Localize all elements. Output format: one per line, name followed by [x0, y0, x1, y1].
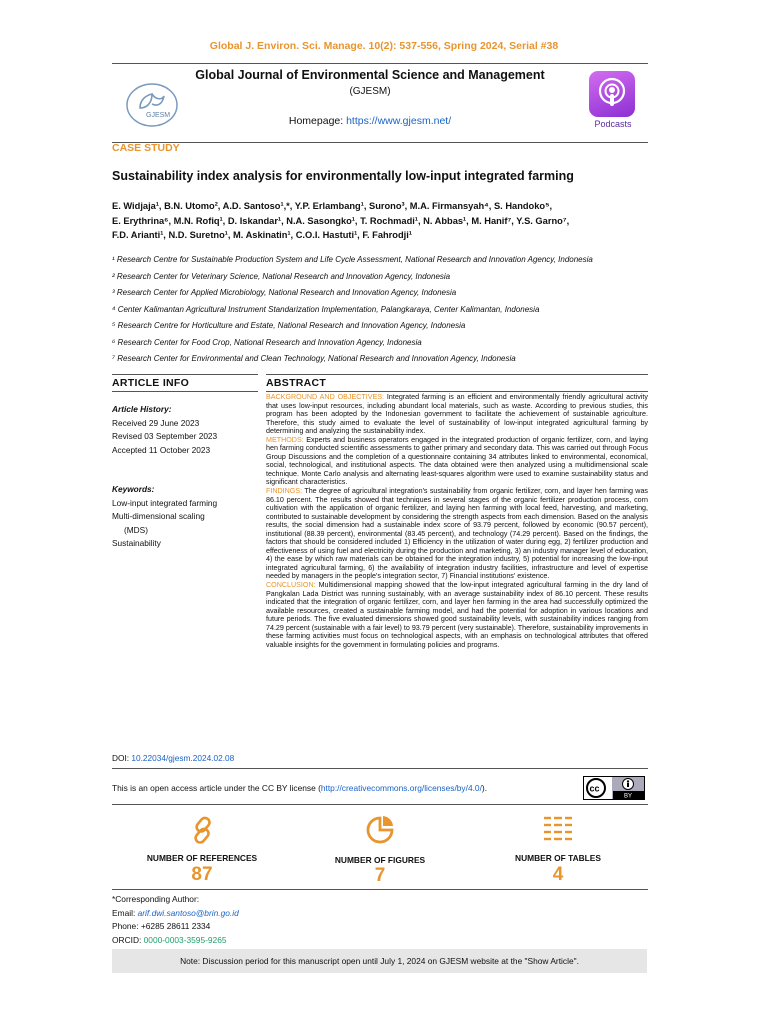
- abstract-heading: ABSTRACT: [266, 377, 327, 389]
- keywords-label: Keywords:: [112, 484, 155, 494]
- author-list: [112, 199, 656, 243]
- journal-abbreviation: (GJESM): [349, 86, 391, 97]
- affiliation: ³ Research Center for Applied Microbiology, National Research and Innovation Agency, Indonesia: [112, 288, 457, 297]
- affiliation-list: [112, 252, 656, 368]
- references-count: 87: [191, 864, 213, 885]
- podcast-label: Podcasts: [594, 119, 632, 129]
- accepted-date: Accepted 11 October 2023: [112, 444, 211, 455]
- license-link[interactable]: http://creativecommons.org/licenses/by/4.0/: [320, 783, 482, 793]
- doi-line: [112, 753, 234, 763]
- divider: [112, 889, 648, 890]
- journal-logo-icon: [122, 80, 182, 132]
- abstract-body: [266, 393, 648, 649]
- abstract-findings: The degree of agricultural integration's sustainability from organic fertilizer, corn, and layer hen farming was 86.10 percent. The results showed that techniques in several stages of the organic fertilizer production process, corn cultivation with the application of organic fertilizer, and laying hen farming with local feed, harvesting, and marketing, contributed to sustainable development by considering the strength aspects from each dimension. Based on the analysis results, the social dimension had a sustainable index score of 93.79 percent, followed by economic (90.57 percent), institutional (88.39 percent), environmental (83.45 percent), and technology (74.29 percent). Based on the findings, the factors that should be considered included 1) Efficiency in the utilization of water during egg, 2) fertilizer production and effectiveness of using fuel and electricity during the production and marketing, 3) an industry manager level of education, 4) the ease by which raw materials can be obtained for the integration industry, 5) potential for increasing the low-input integrated agricultural farming, 6) the availability of integration industry facilities, infrastructure and level of expertise needed by managers in the people's integration sector, 7) Financial institutions' existence.: [266, 487, 648, 581]
- abstract-background: Integrated farming is an efficient and environmentally friendly agricultural activity that uses low-input resources, including abundant local materials, such as waste. According to previous studies, this program has been adopted by the Indonesian government to facilitate the achievement of sustainable agriculture. Therefore, this study aimed to evaluate the level of sustainability of low-input integrated agricultural farming by determining and analyzing the sustainability index.: [266, 393, 648, 436]
- phone-line: Phone: +6285 28611 2334: [112, 921, 211, 932]
- email-label: Email:: [112, 907, 138, 918]
- orcid-label: ORCID:: [112, 934, 144, 945]
- received-date: Received 29 June 2023: [112, 417, 200, 428]
- keyword: (MDS): [124, 524, 148, 535]
- abstract-conclusion: Multidimensional mapping showed that the low-input integrated agricultural farming in the dry land of Pangkalan Lada District was running sustainably, with an average sustainability index of 86.10 percent. These results indicated that the integration of organic fertilizer, corn, and layer hen farming in the area had successfully optimized the available resources, created a sustainable farming model, and had the potential for adoption in various locations and future periods. The five evaluated dimensions showed good sustainability levels, with sustainability indices ranging from 74.29 percent (sustainable with a fair level) to 93.79 percent (very sustainable). Therefore, sustainability improvements in these farming activities must focus on technological aspects, with an emphasis on technological attributes that offered valuable insights for the government in formulating policies and programs.: [266, 581, 648, 649]
- divider: [112, 768, 648, 769]
- paper-title: Sustainability index analysis for environmentally low-input integrated farming: [112, 169, 574, 183]
- table-icon: [543, 815, 573, 843]
- figures-label: NUMBER OF FIGURES: [334, 855, 426, 865]
- article-type: CASE STUDY: [112, 142, 180, 154]
- author-line: E. Widjaja¹, B.N. Utomo², A.D. Santoso¹,*, Y.P. Erlambang¹, Surono³, M.A. Firmansyah⁴, S. Handoko⁵,: [112, 201, 553, 211]
- divider: [112, 391, 258, 392]
- divider: [112, 804, 648, 805]
- svg-text:BY: BY: [624, 793, 633, 800]
- divider: [266, 391, 648, 392]
- affiliation: ⁶ Research Center for Food Crop, National Research and Innovation Agency, Indonesia: [112, 337, 422, 347]
- affiliation: ⁵ Research Centre for Horticulture and Estate, National Research and Innovation Agency, Indonesia: [112, 321, 466, 330]
- affiliation: ⁷ Research Center for Environmental and Clean Technology, National Research and Innovation Agency, Indonesia: [112, 354, 516, 363]
- keyword: Multi-dimensional scaling: [112, 511, 205, 521]
- podcast-icon: [589, 71, 635, 117]
- cc-by-badge-icon[interactable]: [583, 776, 645, 800]
- corresponding-author: [112, 893, 239, 947]
- abstract-section-key: CONCLUSION:: [266, 581, 316, 590]
- keyword: Sustainability: [112, 538, 161, 548]
- divider: [112, 374, 258, 375]
- tables-label: NUMBER OF TABLES: [515, 853, 601, 863]
- affiliation: ² Research Center for Veterinary Science, National Research and Innovation Agency, Indonesia: [112, 271, 451, 281]
- journal-title: Global Journal of Environmental Science and Management: [195, 68, 545, 82]
- figures-count: 7: [374, 865, 386, 886]
- homepage-link[interactable]: https://www.gjesm.net/: [346, 115, 452, 127]
- homepage-label: Homepage:: [288, 115, 347, 127]
- abstract-methods: Experts and business operators engaged in the integrated production of organic fertilizer, corn, and laying hen farming conducted scientific assessments to gather primary and secondary data. This was carried out through Focus Group Discussions and the completion of a questionnaire containing 34 attributes linked to environmental, economical, social, technological, and institutional aspects. The data obtained were then analyzed using a multidimensional scale technique. Monte Carlo analysis and alternating least-squares algorithm were used to examine sustainability status and significant characteristics.: [266, 435, 648, 487]
- email-line: [112, 907, 239, 921]
- doi-link[interactable]: 10.22034/gjesm.2024.02.08: [131, 753, 235, 763]
- logo-text: GJESM: [146, 112, 171, 119]
- homepage-line: [190, 115, 550, 127]
- author-line: F.D. Arianti¹, N.D. Suretno¹, M. Askinatin¹, C.O.I. Hastuti¹, F. Fahrodji¹: [112, 230, 412, 240]
- references-label: NUMBER OF REFERENCES: [146, 853, 258, 863]
- discussion-note: Note: Discussion period for this manuscript open until July 1, 2024 on GJESM website at the "Show Article".: [112, 949, 647, 973]
- svg-text:cc: cc: [589, 783, 600, 794]
- abstract-section-key: METHODS:: [266, 435, 304, 444]
- orcid-line: [112, 934, 239, 948]
- link-icon: [189, 814, 217, 846]
- article-info: [112, 403, 258, 551]
- tables-count: 4: [552, 864, 564, 885]
- affiliation: ¹ Research Centre for Sustainable Production System and Life Cycle Assessment, National Research and Innovation Agency, Indonesia: [112, 255, 593, 264]
- keyword: Low-input integrated farming: [112, 497, 218, 508]
- history-label: Article History:: [112, 404, 172, 414]
- corresponding-label: *Corresponding Author:: [112, 894, 200, 904]
- revised-date: Revised 03 September 2023: [112, 431, 218, 441]
- license-line: [112, 783, 487, 793]
- divider: [266, 374, 648, 375]
- doi-label: DOI:: [112, 753, 132, 763]
- podcast-button[interactable]: [589, 71, 635, 117]
- affiliation: ⁴ Center Kalimantan Agricultural Instrument Standarization Implementation, Palangkaraya, Center Kalimantan, Indonesia: [112, 304, 540, 314]
- license-post: ).: [481, 783, 488, 793]
- abstract-section-key: BACKGROUND AND OBJECTIVES:: [266, 393, 385, 401]
- article-info-heading: ARTICLE INFO: [112, 377, 190, 389]
- orcid-link[interactable]: 0000-0003-3595-9265: [143, 934, 227, 945]
- email-link[interactable]: arif.dwi.santoso@brin.go.id: [137, 907, 239, 918]
- license-pre: This is an open access article under the CC BY license (: [112, 783, 321, 793]
- journal-citation-line: Global J. Environ. Sci. Manage. 10(2): 537-556, Spring 2024, Serial #38: [209, 40, 559, 52]
- abstract-section-key: FINDINGS:: [266, 487, 303, 496]
- pie-chart-icon: [366, 814, 394, 844]
- author-line: E. Erythrina⁶, M.N. Rofiq¹, D. Iskandar¹, N.A. Sasongko¹, T. Rochmadi¹, N. Abbas¹, M. Hanif⁷, Y.S. Garno⁷,: [112, 215, 570, 226]
